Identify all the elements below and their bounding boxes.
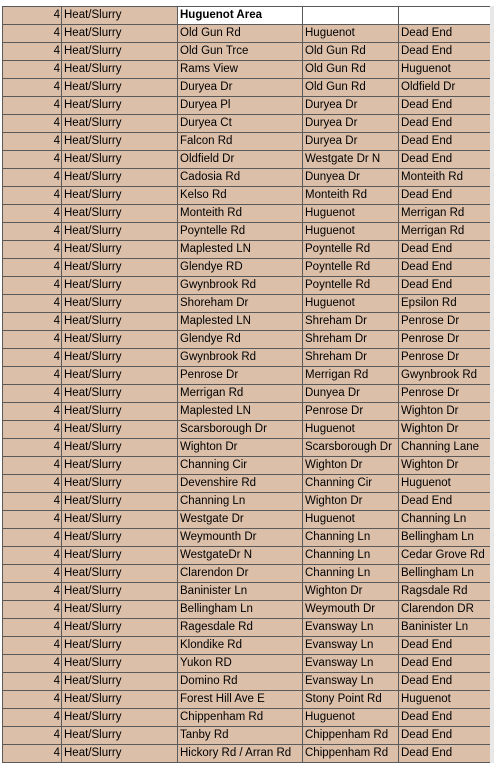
cell-to[interactable]: Bellingham Ln	[399, 529, 492, 547]
cell-from[interactable]: Channing Ln	[303, 529, 399, 547]
cell-treatment[interactable]: Heat/Slurry	[62, 709, 178, 727]
table-row	[3, 223, 492, 241]
cell-street[interactable]: Glendye RD	[178, 259, 303, 277]
table-row	[3, 151, 492, 169]
table-row	[3, 385, 492, 403]
cell-number[interactable]: 4	[3, 709, 62, 727]
cell-street[interactable]: Falcon Rd	[178, 133, 303, 151]
cell-from[interactable]: Westgate Dr N	[303, 151, 399, 169]
cell-street[interactable]: Penrose Dr	[178, 367, 303, 385]
cell-to[interactable]: Penrose Dr	[399, 331, 492, 349]
cell-from[interactable]: Poyntelle Rd	[303, 277, 399, 295]
cell-treatment[interactable]: Heat/Slurry	[62, 241, 178, 259]
cell-street[interactable]: Oldfield Dr	[178, 151, 303, 169]
table-row	[3, 61, 492, 79]
cell-from[interactable]: Huguenot	[303, 511, 399, 529]
cell-to[interactable]: Wighton Dr	[399, 421, 492, 439]
cell-from[interactable]: Huguenot	[303, 223, 399, 241]
table-row	[3, 709, 492, 727]
cell-to[interactable]: Bellingham Ln	[399, 565, 492, 583]
cell-number[interactable]: 4	[3, 673, 62, 691]
cell-street[interactable]: Maplested LN	[178, 313, 303, 331]
cell-street[interactable]: Yukon RD	[178, 655, 303, 673]
cell-street[interactable]: Cadosia Rd	[178, 169, 303, 187]
cell-treatment[interactable]: Heat/Slurry	[62, 331, 178, 349]
table-row	[3, 115, 492, 133]
cell-street[interactable]: Domino Rd	[178, 673, 303, 691]
cell-street[interactable]: Wighton Dr	[178, 439, 303, 457]
cell-treatment[interactable]: Heat/Slurry	[62, 727, 178, 745]
cell-from[interactable]: Dunyea Dr	[303, 169, 399, 187]
cell-street[interactable]: Poyntelle Rd	[178, 223, 303, 241]
cell-to[interactable]: Dead End	[399, 115, 492, 133]
cell-to[interactable]: Channing Ln	[399, 511, 492, 529]
cell-treatment[interactable]: Heat/Slurry	[62, 475, 178, 493]
cell-treatment[interactable]: Heat/Slurry	[62, 313, 178, 331]
cell-to[interactable]: Penrose Dr	[399, 349, 492, 367]
cell-to[interactable]	[399, 7, 492, 25]
table-row	[3, 583, 492, 601]
cell-to[interactable]: Dead End	[399, 241, 492, 259]
cell-number[interactable]: 4	[3, 43, 62, 61]
cell-to[interactable]: Dead End	[399, 655, 492, 673]
cell-street[interactable]: Maplested LN	[178, 241, 303, 259]
table-row	[3, 439, 492, 457]
cell-treatment[interactable]: Heat/Slurry	[62, 601, 178, 619]
cell-street[interactable]: Hickory Rd / Arran Rd	[178, 745, 303, 763]
cell-from[interactable]: Huguenot	[303, 295, 399, 313]
cell-from[interactable]: Old Gun Rd	[303, 61, 399, 79]
cell-to[interactable]: Gwynbrook Rd	[399, 367, 492, 385]
cell-to[interactable]: Penrose Dr	[399, 385, 492, 403]
table-row	[3, 25, 492, 43]
cell-to[interactable]: Huguenot	[399, 61, 492, 79]
cell-to[interactable]: Dead End	[399, 727, 492, 745]
cell-number[interactable]: 4	[3, 223, 62, 241]
cell-to[interactable]: Epsilon Rd	[399, 295, 492, 313]
cell-number[interactable]: 4	[3, 583, 62, 601]
cell-to[interactable]: Merrigan Rd	[399, 205, 492, 223]
cell-number[interactable]: 4	[3, 619, 62, 637]
cell-to[interactable]: Dead End	[399, 97, 492, 115]
cell-street[interactable]: Merrigan Rd	[178, 385, 303, 403]
cell-number[interactable]: 4	[3, 547, 62, 565]
cell-from[interactable]: Evansway Ln	[303, 673, 399, 691]
table-row	[3, 313, 492, 331]
cell-street[interactable]: Klondike Rd	[178, 637, 303, 655]
cell-number[interactable]: 4	[3, 691, 62, 709]
cell-treatment[interactable]: Heat/Slurry	[62, 115, 178, 133]
cell-street[interactable]: Duryea Ct	[178, 115, 303, 133]
cell-from[interactable]: Stony Point Rd	[303, 691, 399, 709]
table-row	[3, 205, 492, 223]
cell-treatment[interactable]: Heat/Slurry	[62, 97, 178, 115]
cell-from[interactable]: Duryea Dr	[303, 133, 399, 151]
cell-number[interactable]: 4	[3, 727, 62, 745]
cell-number[interactable]: 4	[3, 421, 62, 439]
cell-street[interactable]: Bellingham Ln	[178, 601, 303, 619]
cell-street[interactable]: Rams View	[178, 61, 303, 79]
cell-treatment[interactable]: Heat/Slurry	[62, 277, 178, 295]
table-row	[3, 79, 492, 97]
cell-from[interactable]: Old Gun Rd	[303, 79, 399, 97]
table-row	[3, 727, 492, 745]
cell-to[interactable]: Huguenot	[399, 475, 492, 493]
cell-to[interactable]: Huguenot	[399, 691, 492, 709]
cell-to[interactable]: Dead End	[399, 277, 492, 295]
cell-from[interactable]: Poyntelle Rd	[303, 241, 399, 259]
cell-from[interactable]: Huguenot	[303, 421, 399, 439]
cell-number[interactable]: 4	[3, 259, 62, 277]
cell-street[interactable]: Channing Ln	[178, 493, 303, 511]
table-row	[3, 619, 492, 637]
cell-number[interactable]: 4	[3, 385, 62, 403]
table-row	[3, 259, 492, 277]
cell-number[interactable]: 4	[3, 313, 62, 331]
cell-from[interactable]: Channing Cir	[303, 475, 399, 493]
table-row	[3, 565, 492, 583]
cell-street[interactable]: Duryea Pl	[178, 97, 303, 115]
cell-treatment[interactable]: Heat/Slurry	[62, 493, 178, 511]
cell-treatment[interactable]: Heat/Slurry	[62, 421, 178, 439]
cell-to[interactable]: Clarendon DR	[399, 601, 492, 619]
cell-to[interactable]: Wighton Dr	[399, 457, 492, 475]
cell-from[interactable]: Chippenham Rd	[303, 745, 399, 763]
cell-number[interactable]: 4	[3, 565, 62, 583]
cell-to[interactable]: Dead End	[399, 43, 492, 61]
cell-from[interactable]: Wighton Dr	[303, 583, 399, 601]
cell-to[interactable]: Monteith Rd	[399, 169, 492, 187]
cell-from[interactable]: Huguenot	[303, 205, 399, 223]
cell-from[interactable]: Chippenham Rd	[303, 727, 399, 745]
cell-from[interactable]: Duryea Dr	[303, 97, 399, 115]
cell-treatment[interactable]: Heat/Slurry	[62, 223, 178, 241]
cell-treatment[interactable]: Heat/Slurry	[62, 691, 178, 709]
cell-street[interactable]: Ragesdale Rd	[178, 619, 303, 637]
cell-from[interactable]: Shreham Dr	[303, 313, 399, 331]
cell-number[interactable]: 4	[3, 187, 62, 205]
cell-street[interactable]: Devenshire Rd	[178, 475, 303, 493]
table-row	[3, 475, 492, 493]
cell-treatment[interactable]: Heat/Slurry	[62, 457, 178, 475]
table-row	[3, 295, 492, 313]
cell-street[interactable]: Duryea Dr	[178, 79, 303, 97]
cell-from[interactable]: Wighton Dr	[303, 493, 399, 511]
cell-treatment[interactable]: Heat/Slurry	[62, 295, 178, 313]
spreadsheet-table	[2, 6, 492, 763]
cell-to[interactable]: Dead End	[399, 493, 492, 511]
cell-from[interactable]: Weymouth Dr	[303, 601, 399, 619]
cell-number[interactable]: 4	[3, 97, 62, 115]
cell-from[interactable]: Monteith Rd	[303, 187, 399, 205]
cell-number[interactable]: 4	[3, 61, 62, 79]
cell-from[interactable]: Dunyea Dr	[303, 385, 399, 403]
cell-number[interactable]: 4	[3, 439, 62, 457]
cell-to[interactable]: Oldfield Dr	[399, 79, 492, 97]
table-row	[3, 673, 492, 691]
cell-to[interactable]: Dead End	[399, 187, 492, 205]
cell-treatment[interactable]: Heat/Slurry	[62, 43, 178, 61]
cell-to[interactable]: Penrose Dr	[399, 313, 492, 331]
table-row	[3, 637, 492, 655]
cell-street[interactable]: WestgateDr N	[178, 547, 303, 565]
cell-treatment[interactable]: Heat/Slurry	[62, 7, 178, 25]
cell-number[interactable]: 4	[3, 511, 62, 529]
table-row	[3, 691, 492, 709]
table-row	[3, 277, 492, 295]
header-row	[3, 7, 492, 25]
cell-number[interactable]: 4	[3, 331, 62, 349]
table-row	[3, 421, 492, 439]
table-row	[3, 187, 492, 205]
table-row	[3, 601, 492, 619]
cell-treatment[interactable]: Heat/Slurry	[62, 439, 178, 457]
cell-number[interactable]: 4	[3, 493, 62, 511]
table-row	[3, 133, 492, 151]
cell-street[interactable]: Clarendon Dr	[178, 565, 303, 583]
cell-treatment[interactable]: Heat/Slurry	[62, 583, 178, 601]
cell-from[interactable]	[303, 7, 399, 25]
cell-street[interactable]: Forest Hill Ave E	[178, 691, 303, 709]
cell-to[interactable]: Cedar Grove Rd	[399, 547, 492, 565]
cell-number[interactable]: 4	[3, 475, 62, 493]
cell-treatment[interactable]: Heat/Slurry	[62, 673, 178, 691]
cell-treatment[interactable]: Heat/Slurry	[62, 169, 178, 187]
sheet-edge	[490, 6, 494, 763]
cell-number[interactable]: 4	[3, 151, 62, 169]
cell-street[interactable]: Weymounth Dr	[178, 529, 303, 547]
cell-from[interactable]: Huguenot	[303, 709, 399, 727]
cell-street[interactable]: Gwynbrook Rd	[178, 349, 303, 367]
cell-to[interactable]: Merrigan Rd	[399, 223, 492, 241]
cell-to[interactable]: Ragsdale Rd	[399, 583, 492, 601]
cell-treatment[interactable]: Heat/Slurry	[62, 565, 178, 583]
cell-treatment[interactable]: Heat/Slurry	[62, 133, 178, 151]
cell-treatment[interactable]: Heat/Slurry	[62, 385, 178, 403]
cell-street[interactable]: Kelso Rd	[178, 187, 303, 205]
table-row	[3, 529, 492, 547]
cell-street[interactable]: Scarsborough Dr	[178, 421, 303, 439]
cell-number[interactable]: 4	[3, 637, 62, 655]
table-row	[3, 349, 492, 367]
cell-from[interactable]: Merrigan Rd	[303, 367, 399, 385]
cell-from[interactable]: Poyntelle Rd	[303, 259, 399, 277]
cell-street[interactable]: Maplested LN	[178, 403, 303, 421]
cell-treatment[interactable]: Heat/Slurry	[62, 205, 178, 223]
cell-to[interactable]: Wighton Dr	[399, 403, 492, 421]
cell-from[interactable]: Evansway Ln	[303, 655, 399, 673]
cell-street[interactable]: Shoreham Dr	[178, 295, 303, 313]
cell-number[interactable]: 4	[3, 655, 62, 673]
cell-number[interactable]: 4	[3, 133, 62, 151]
cell-street[interactable]: Tanby Rd	[178, 727, 303, 745]
cell-number[interactable]: 4	[3, 7, 62, 25]
cell-number[interactable]: 4	[3, 367, 62, 385]
table-row	[3, 169, 492, 187]
cell-number[interactable]: 4	[3, 349, 62, 367]
cell-number[interactable]: 4	[3, 25, 62, 43]
cell-number[interactable]: 4	[3, 529, 62, 547]
cell-from[interactable]: Scarsborough Dr	[303, 439, 399, 457]
cell-treatment[interactable]: Heat/Slurry	[62, 745, 178, 763]
cell-treatment[interactable]: Heat/Slurry	[62, 511, 178, 529]
spreadsheet-body	[3, 7, 492, 763]
cell-to[interactable]: Dead End	[399, 25, 492, 43]
cell-street[interactable]: Baninister Ln	[178, 583, 303, 601]
table-row	[3, 493, 492, 511]
cell-from[interactable]: Evansway Ln	[303, 637, 399, 655]
cell-street[interactable]: Old Gun Trce	[178, 43, 303, 61]
cell-to[interactable]: Dead End	[399, 637, 492, 655]
cell-treatment[interactable]: Heat/Slurry	[62, 655, 178, 673]
table-row	[3, 745, 492, 763]
cell-area-title[interactable]: Huguenot Area	[178, 7, 303, 25]
cell-number[interactable]: 4	[3, 457, 62, 475]
cell-from[interactable]: Shreham Dr	[303, 331, 399, 349]
cell-to[interactable]: Channing Lane	[399, 439, 492, 457]
table-row	[3, 43, 492, 61]
cell-to[interactable]: Dead End	[399, 133, 492, 151]
cell-to[interactable]: Dead End	[399, 673, 492, 691]
cell-from[interactable]: Channing Ln	[303, 565, 399, 583]
cell-treatment[interactable]: Heat/Slurry	[62, 259, 178, 277]
cell-number[interactable]: 4	[3, 205, 62, 223]
cell-to[interactable]: Dead End	[399, 151, 492, 169]
cell-treatment[interactable]: Heat/Slurry	[62, 79, 178, 97]
cell-from[interactable]: Huguenot	[303, 25, 399, 43]
cell-treatment[interactable]: Heat/Slurry	[62, 619, 178, 637]
table-row	[3, 457, 492, 475]
cell-to[interactable]: Dead End	[399, 709, 492, 727]
table-row	[3, 97, 492, 115]
cell-treatment[interactable]: Heat/Slurry	[62, 403, 178, 421]
table-row	[3, 511, 492, 529]
cell-treatment[interactable]: Heat/Slurry	[62, 529, 178, 547]
cell-treatment[interactable]: Heat/Slurry	[62, 349, 178, 367]
cell-from[interactable]: Evansway Ln	[303, 619, 399, 637]
cell-street[interactable]: Gwynbrook Rd	[178, 277, 303, 295]
cell-from[interactable]: Duryea Dr	[303, 115, 399, 133]
cell-street[interactable]: Channing Cir	[178, 457, 303, 475]
cell-street[interactable]: Glendye Rd	[178, 331, 303, 349]
cell-treatment[interactable]: Heat/Slurry	[62, 367, 178, 385]
table-row	[3, 547, 492, 565]
cell-street[interactable]: Old Gun Rd	[178, 25, 303, 43]
cell-number[interactable]: 4	[3, 115, 62, 133]
cell-from[interactable]: Shreham Dr	[303, 349, 399, 367]
table-row	[3, 331, 492, 349]
cell-treatment[interactable]: Heat/Slurry	[62, 151, 178, 169]
cell-number[interactable]: 4	[3, 79, 62, 97]
cell-to[interactable]: Baninister Ln	[399, 619, 492, 637]
cell-number[interactable]: 4	[3, 403, 62, 421]
cell-treatment[interactable]: Heat/Slurry	[62, 187, 178, 205]
cell-treatment[interactable]: Heat/Slurry	[62, 61, 178, 79]
cell-treatment[interactable]: Heat/Slurry	[62, 637, 178, 655]
cell-to[interactable]: Dead End	[399, 259, 492, 277]
cell-number[interactable]: 4	[3, 745, 62, 763]
table-row	[3, 241, 492, 259]
cell-from[interactable]: Channing Ln	[303, 547, 399, 565]
table-row	[3, 367, 492, 385]
cell-number[interactable]: 4	[3, 295, 62, 313]
cell-treatment[interactable]: Heat/Slurry	[62, 547, 178, 565]
table-row	[3, 655, 492, 673]
table-row	[3, 403, 492, 421]
cell-from[interactable]: Penrose Dr	[303, 403, 399, 421]
cell-number[interactable]: 4	[3, 169, 62, 187]
cell-number[interactable]: 4	[3, 277, 62, 295]
cell-number[interactable]: 4	[3, 601, 62, 619]
cell-from[interactable]: Old Gun Rd	[303, 43, 399, 61]
cell-treatment[interactable]: Heat/Slurry	[62, 25, 178, 43]
cell-to[interactable]: Dead End	[399, 745, 492, 763]
cell-from[interactable]: Wighton Dr	[303, 457, 399, 475]
cell-street[interactable]: Chippenham Rd	[178, 709, 303, 727]
cell-street[interactable]: Monteith Rd	[178, 205, 303, 223]
cell-street[interactable]: Westgate Dr	[178, 511, 303, 529]
cell-number[interactable]: 4	[3, 241, 62, 259]
